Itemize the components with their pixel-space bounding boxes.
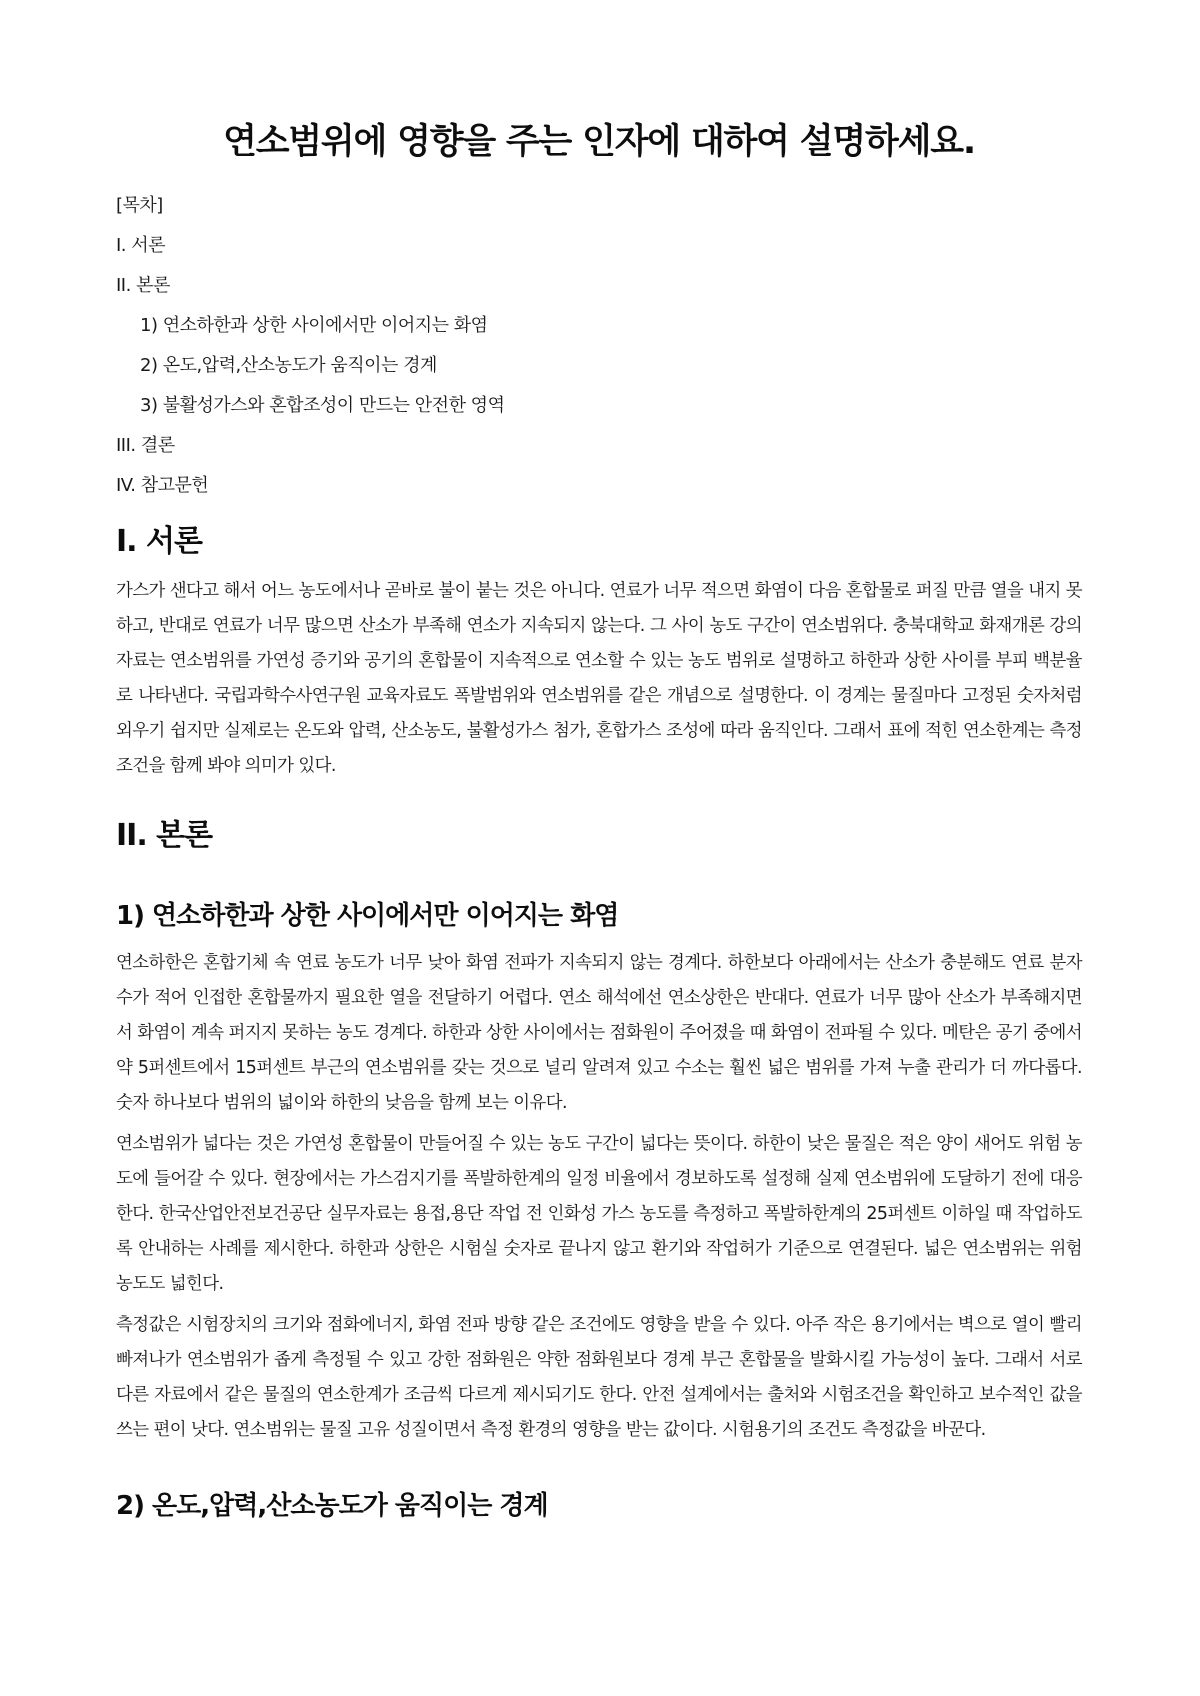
toc-item-body: II. 본론 (116, 275, 170, 296)
toc-item-references: IV. 참고문헌 (116, 475, 209, 496)
toc-item-body-3: 3) 불활성가스와 혼합조성이 만드는 안전한 영역 (140, 395, 505, 416)
toc-heading: [목차] (116, 195, 163, 216)
toc-item-body-2: 2) 온도,압력,산소농도가 움직이는 경계 (140, 355, 437, 376)
document-title: 연소범위에 영향을 주는 인자에 대하여 설명하세요. (223, 122, 975, 162)
subsection-heading-2: 2) 온도,압력,산소농도가 움직이는 경계 (116, 1491, 548, 1521)
table-of-contents (116, 192, 1082, 512)
toc-item-conclusion: III. 결론 (116, 435, 175, 456)
subsection-1-paragraph-1: 연소하한은 혼합기체 속 연료 농도가 너무 낮아 화염 전파가 지속되지 않는 경계다. 하한보다 아래에서는 산소가 충분해도 연료 분자 수가 적어 인접한 혼합물까지 필요한 열을 전달하기 어렵다. 연소 해석에선 연소상한은 반대다. 연료가 너무 많아 산소가 부족해지면서 화염이 계속 퍼지지 못하는 농도 경계다. 하한과 상한 사이에서는 점화원이 주어졌을 때 화염이 전파될 수 있다. 메탄은 공기 중에서 약 5퍼센트에서 15퍼센트 부근의 연소범위를 갖는 것으로 널리 알려져 있고 수소는 훨씬 넓은 범위를 가져 누출 관리가 더 까다롭다. 숫자 하나보다 범위의 넓이와 하한의 낮음을 함께 보는 이유다. (116, 953, 1082, 1113)
toc-item-intro: I. 서론 (116, 235, 166, 256)
subsection-heading-1: 1) 연소하한과 상한 사이에서만 이어지는 화염 (116, 901, 619, 931)
subsection-1-paragraph-3: 측정값은 시험장치의 크기와 점화에너지, 화염 전파 방향 같은 조건에도 영향을 받을 수 있다. 아주 작은 용기에서는 벽으로 열이 빨리 빠져나가 연소범위가 좁게 측정될 수 있고 강한 점화원은 약한 점화원보다 경계 부근 혼합물을 발화시킬 가능성이 높다. 그래서 서로 다른 자료에서 같은 물질의 연소한계가 조금씩 다르게 제시되기도 한다. 안전 설계에서는 출처와 시험조건을 확인하고 보수적인 값을 쓰는 편이 낫다. 연소범위는 물질 고유 성질이면서 측정 환경의 영향을 받는 값이다. 시험용기의 조건도 측정값을 바꾼다. (116, 1315, 1082, 1440)
section-heading-body: II. 본론 (116, 818, 213, 853)
subsection-1-paragraph-2: 연소범위가 넓다는 것은 가연성 혼합물이 만들어질 수 있는 농도 구간이 넓다는 뜻이다. 하한이 낮은 물질은 적은 양이 새어도 위험 농도에 들어갈 수 있다. 현장에서는 가스검지기를 폭발하한계의 일정 비율에서 경보하도록 설정해 실제 연소범위에 도달하기 전에 대응한다. 한국산업안전보건공단 실무자료는 용접,용단 작업 전 인화성 가스 농도를 측정하고 폭발하한계의 25퍼센트 이하일 때 작업하도록 안내하는 사례를 제시한다. 하한과 상한은 시험실 숫자로 끝나지 않고 환기와 작업허가 기준으로 연결된다. 넓은 연소범위는 위험 농도도 넓힌다. (116, 1134, 1082, 1294)
section-heading-intro: I. 서론 (116, 524, 202, 559)
intro-paragraph: 가스가 샌다고 해서 어느 농도에서나 곧바로 불이 붙는 것은 아니다. 연료가 너무 적으면 화염이 다음 혼합물로 퍼질 만큼 열을 내지 못하고, 반대로 연료가 너무 많으면 산소가 부족해 연소가 지속되지 않는다. 그 사이 농도 구간이 연소범위다. 충북대학교 화재개론 강의자료는 연소범위를 가연성 증기와 공기의 혼합물이 지속적으로 연소할 수 있는 농도 범위로 설명하고 하한과 상한 사이를 부피 백분율로 나타낸다. 국립과학수사연구원 교육자료도 폭발범위와 연소범위를 같은 개념으로 설명한다. 이 경계는 물질마다 고정된 숫자처럼 외우기 쉽지만 실제로는 온도와 압력, 산소농도, 불활성가스 첨가, 혼합가스 조성에 따라 움직인다. 그래서 표에 적힌 연소한계는 측정 조건을 함께 봐야 의미가 있다. (116, 581, 1082, 776)
toc-item-body-1: 1) 연소하한과 상한 사이에서만 이어지는 화염 (140, 315, 488, 336)
